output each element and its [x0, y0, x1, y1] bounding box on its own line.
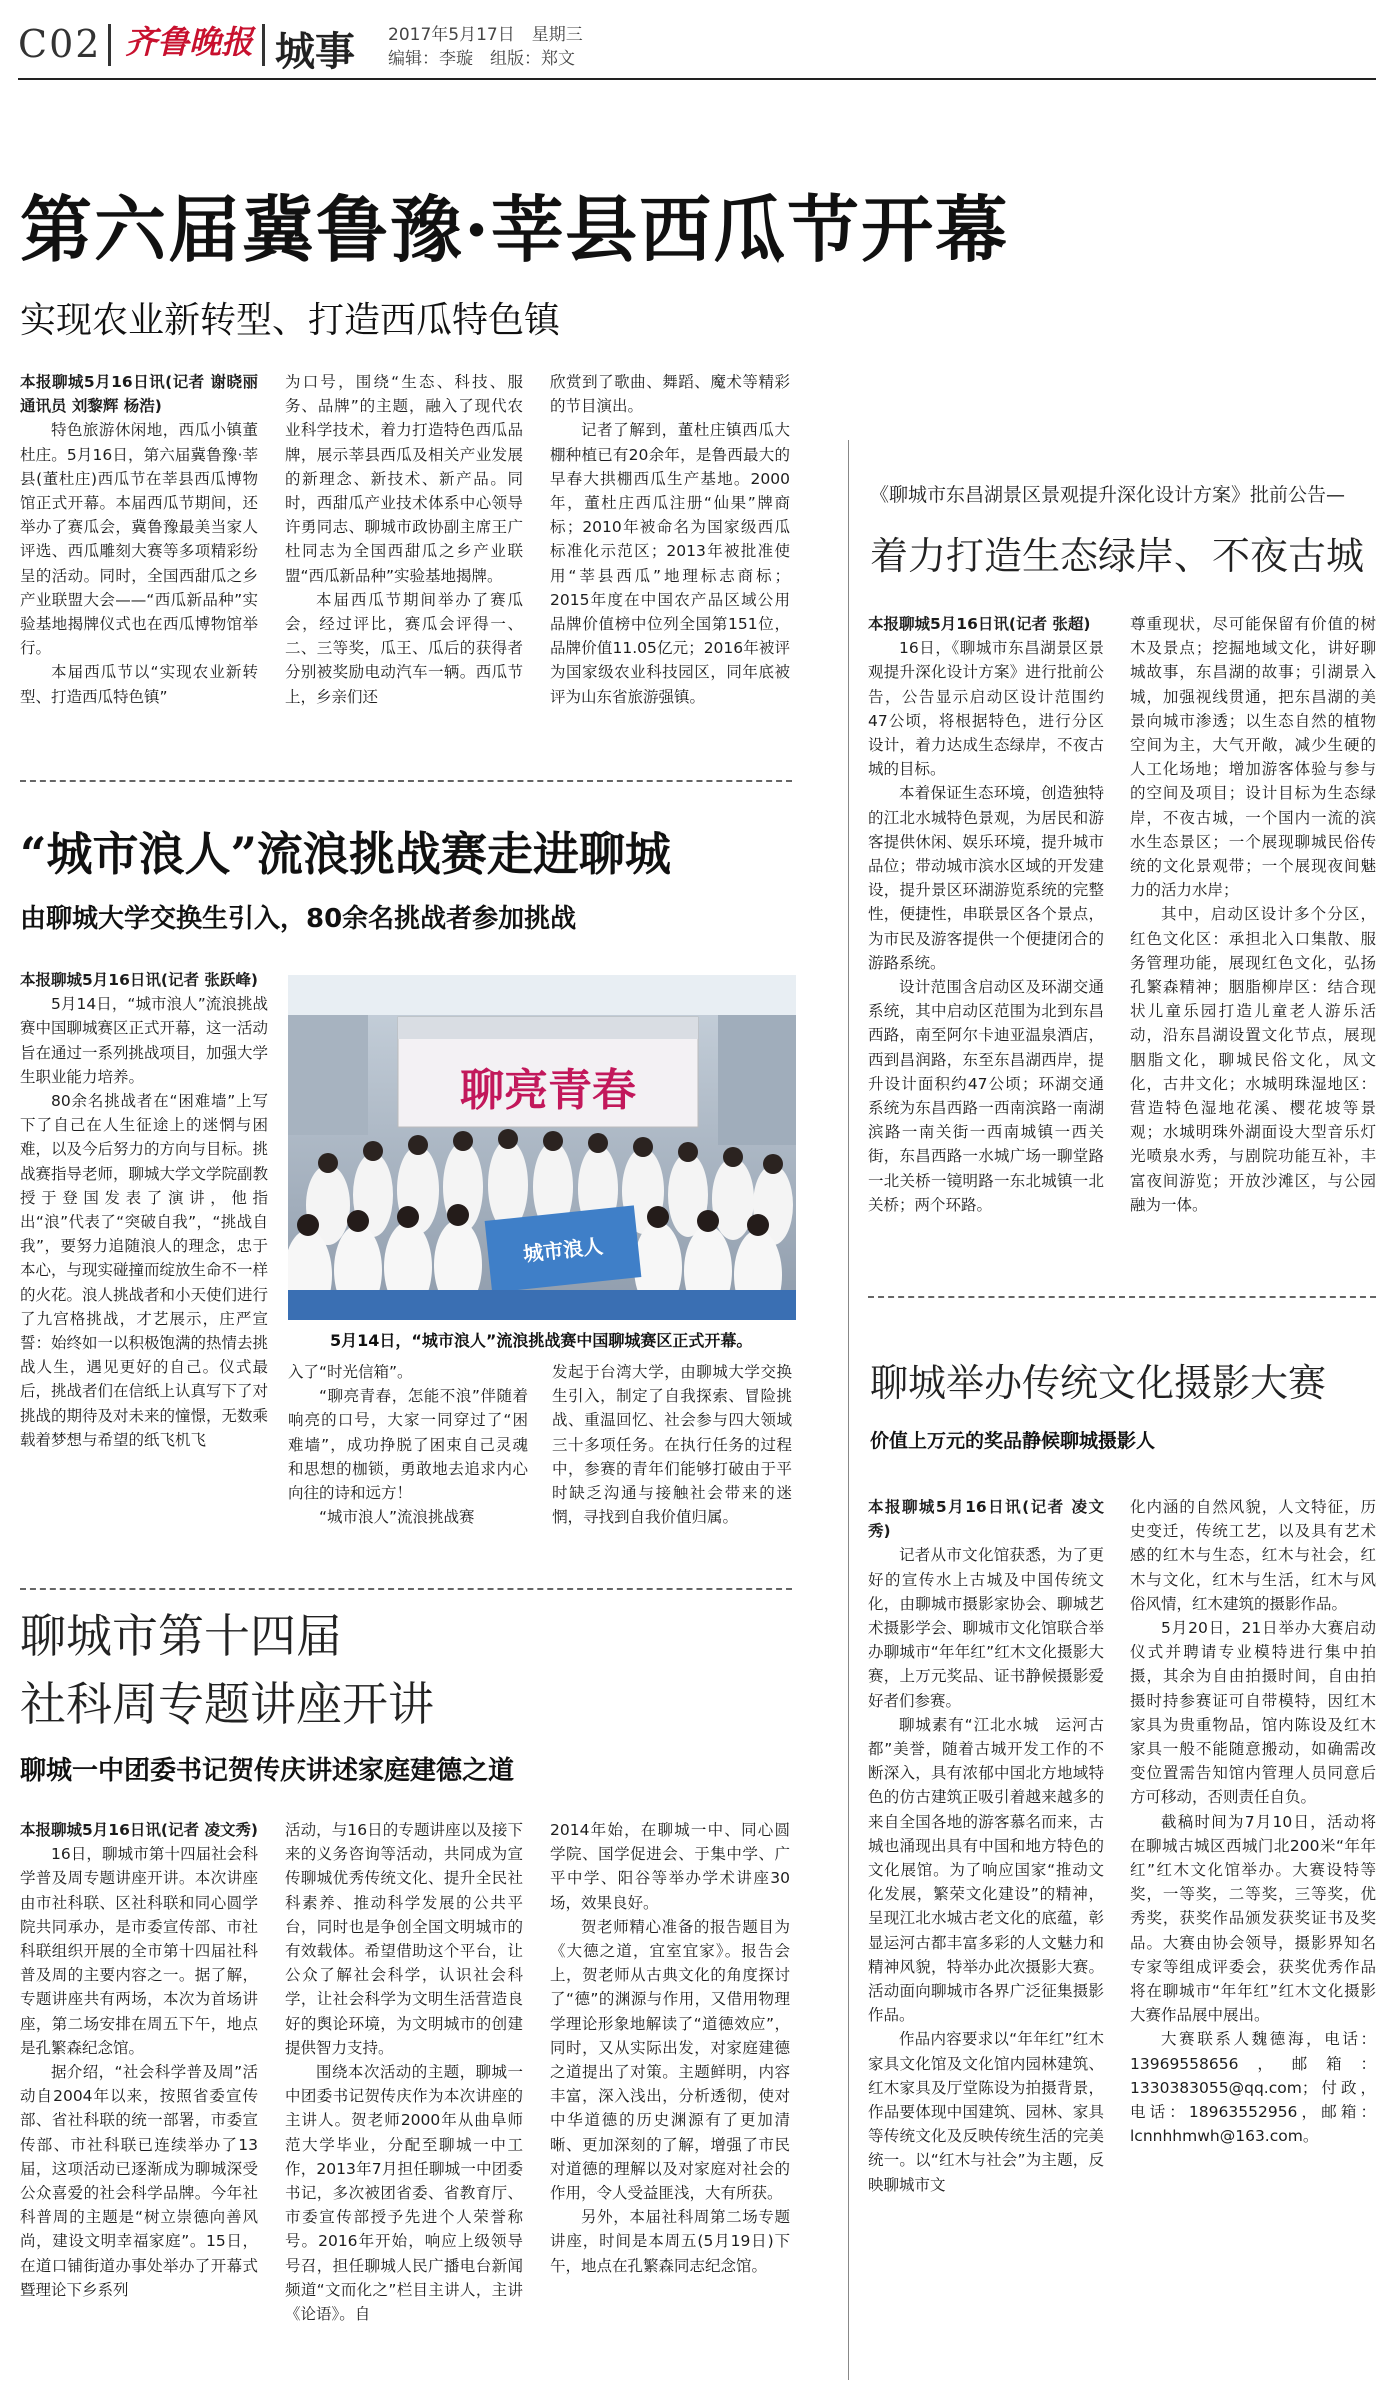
- article4-kicker: 《聊城市东昌湖景区景观提升深化设计方案》批前公告—: [870, 484, 1346, 506]
- article4-column-2: [1130, 612, 1376, 1280]
- paragraph: 2014年始，在聊城一中、同心圆学院、国学促进会、于集中学、广平中学、阳谷等举办学术讲座30场，效果良好。: [550, 1821, 790, 1912]
- paragraph: 作品内容要求以“年年红”红木家具文化馆及文化馆内园林建筑、红木家具及厅堂陈设为拍摄背景，作品要体现中国建筑、园林、家具等传统文化及反映传统生活的完美统一。以“红木与社会”为主题，反映聊城市文: [868, 2030, 1104, 2194]
- article2-byline: 本报聊城5月16日讯(记者 张跃峰): [20, 971, 258, 989]
- article4-headline: 着力打造生态绿岸、不夜古城: [870, 534, 1365, 578]
- article1-column-2: [285, 370, 523, 765]
- paragraph: 为口号，围绕“生态、科技、服务、品牌”的主题，融入了现代农业科学技术，着力打造特色西瓜品牌，展示莘县西瓜及相关产业发展的新理念、新技术、新产品。同时，西甜瓜产业技术体系中心领导许勇同志、聊城市政协副主席王广杜同志为全国西甜瓜之乡产业联盟“西瓜新品种”实验基地揭牌。: [285, 373, 523, 585]
- section-divider: [20, 1588, 792, 1590]
- paragraph: 本届西瓜节以“实现农业新转型、打造西瓜特色镇”: [20, 663, 258, 706]
- article3-column-3: [550, 1818, 790, 2380]
- column-divider: [848, 440, 849, 2380]
- paragraph: 记者从市文化馆获悉，为了更好的宣传水上古城及中国传统文化，由聊城市摄影家协会、聊城艺术摄影学会、聊城市文化馆联合举办聊城市“年年红”红木文化摄影大赛，上万元奖品、证书静候摄影爱好者们参赛。: [868, 1546, 1104, 1710]
- article3-subhead: 聊城一中团委书记贺传庆讲述家庭建德之道: [20, 1756, 515, 1786]
- paragraph: 围绕本次活动的主题，聊城一中团委书记贺传庆作为本次讲座的主讲人。贺老师2000年从曲阜师范大学毕业，分配至聊城一中工作，2013年7月担任聊城一中团委书记，多次被团省委、省教育厅、市委宣传部授予先进个人荣誉称号。2016年开始，响应上级领导号召，担任聊城人民广播电台新闻频道“文而化之”栏目主讲人，主讲《论语》。自: [285, 2063, 523, 2324]
- article5-column-2: [1130, 1495, 1376, 2380]
- article1-subhead: 实现农业新转型、打造西瓜特色镇: [20, 300, 561, 341]
- article5-subhead: 价值上万元的奖品静候聊城摄影人: [870, 1430, 1156, 1452]
- paragraph: 本着保证生态环境，创造独特的江北水城特色景观，为居民和游客提供休闲、娱乐环境，提升城市品位；带动城市滨水区域的开发建设，提升景区环湖游览系统的完整性，便捷性，串联景区各个景点，为市民及游客提供一个便捷闭合的游路系统。: [868, 784, 1104, 972]
- article2-column-1: [20, 968, 268, 1578]
- masthead-divider: [108, 24, 111, 66]
- paragraph: 特色旅游休闲地，西瓜小镇董杜庄。5月16日，第六届冀鲁豫·莘县(董杜庄)西瓜节在莘县西瓜博物馆正式开幕。本届西瓜节期间，还举办了赛瓜会，冀鲁豫最美当家人评选、西瓜雕刻大赛等多项精彩纷呈的活动。同时，全国西甜瓜之乡产业联盟大会——“西瓜新品种”实验基地揭牌仪式也在西瓜博物馆举行。: [20, 421, 258, 658]
- paragraph: 16日，《聊城市东昌湖景区景观提升深化设计方案》进行批前公告，公告显示启动区设计范围约47公顷，将根据特色，进行分区设计，着力达成生态绿岸，不夜古城的目标。: [868, 639, 1104, 779]
- article4-byline: 本报聊城5月16日讯(记者 张超): [868, 615, 1091, 633]
- article3-byline: 本报聊城5月16日讯(记者 凌文秀): [20, 1821, 258, 1839]
- masthead-rule: [18, 78, 1376, 80]
- article2-column-3: [552, 1360, 792, 1575]
- photo-flag-text: 城市浪人: [522, 1233, 605, 1267]
- paragraph: 发起于台湾大学，由聊城大学交换生引入，制定了自我探索、冒险挑战、重温回忆、社会参与四大领域三十多项任务。在执行任务的过程中，参赛的青年们能够打破由于平时缺乏沟通与接触社会带来的迷惘，寻找到自我价值归属。: [552, 1363, 792, 1527]
- article1-column-1: [20, 370, 258, 765]
- paragraph: 16日，聊城市第十四届社会科学普及周专题讲座开讲。本次讲座由市社科联、区社科联和同心圆学院共同承办，是市委宣传部、市社科联组织开展的全市第十四届社科普及周的主要内容之一。据了解，专题讲座共有两场，本次为首场讲座，第二场安排在周五下午，地点是孔繁森纪念馆。: [20, 1845, 258, 2057]
- paragraph: 大赛联系人魏德海，电话：13969558656，邮箱：1330383055@qq.com；付政，电话：18963552956，邮箱：lcnnhhmwh@163.com。: [1130, 2030, 1376, 2146]
- article5-headline: 聊城举办传统文化摄影大赛: [870, 1361, 1327, 1405]
- paragraph: 另外，本届社科周第二场专题讲座，时间是本周五(5月19日)下午，地点在孔繁森同志纪念馆。: [550, 2208, 790, 2275]
- paragraph: 截稿时间为7月10日，活动将在聊城古城区西城门北200米“年年红”红木文化馆举办。大赛设特等奖，一等奖，二等奖，三等奖，优秀奖，获奖作品颁发获奖证书及奖品。大赛由协会领导，摄影界知名专家等组成评委会，获奖优秀作品将在聊城市“年年红”红木文化摄影大赛作品展中展出。: [1130, 1812, 1376, 2025]
- section-title: 城事: [275, 29, 355, 75]
- paragraph: 入了“时光信箱”。: [288, 1363, 413, 1381]
- paper-logo: 齐鲁晚报: [125, 23, 254, 61]
- section-divider: [868, 1296, 1376, 1298]
- event-photo: [288, 975, 796, 1320]
- paragraph: 据介绍，“社会科学普及周”活动自2004年以来，按照省委宣传部、省社科联的统一部署，市委宣传部、市社科联已连续举办了13届，这项活动已逐渐成为聊城深受公众喜爱的社会科学品牌。今年社科普周的主题是“树立崇德向善风尚，建设文明幸福家庭”。15日，在道口铺街道办事处举办了开幕式暨理论下乡系列: [20, 2063, 258, 2299]
- paragraph: 其中，启动区设计多个分区，红色文化区：承担北入口集散、服务管理功能，展现红色文化，弘扬孔繁森精神；胭脂柳岸区：结合现状儿童乐园打造儿童老人游乐活动，沿东昌湖设置文化节点，展现胭脂文化，聊城民俗文化，凤文化，古井文化；水城明珠湿地区：营造特色湿地花溪、樱花坡等景观；水城明珠外湖面设大型音乐灯光喷泉水秀，与剧院功能互补，丰富夜间游览；开放沙滩区，与公园融为一体。: [1130, 905, 1376, 1214]
- paragraph: 记者了解到，董杜庄镇西瓜大棚种植已有20余年，是鲁西最大的早春大拱棚西瓜生产基地。2000年，董杜庄西瓜注册“仙果”牌商标；2010年被命名为国家级西瓜标准化示范区；2013年被批准使用“莘县西瓜”地理标志商标；2015年度在中国农产品区域公用品牌价值榜中位列全国第151位，品牌价值11.05亿元；2016年被评为国家级农业科技园区，同年底被评为山东省旅游强镇。: [550, 421, 790, 706]
- section-divider: [20, 780, 792, 782]
- paragraph: 活动，与16日的专题讲座以及接下来的义务咨询等活动，共同成为宣传聊城优秀传统文化、提升全民社科素养、推动科学发展的公共平台，同时也是争创全国文明城市的有效载体。希望借助这个平台，让公众了解社会科学，认识社会科学，让社会科学为文明生活营造良好的舆论环境，为文明城市的创建提供智力支持。: [285, 1821, 523, 2057]
- event-photo-illustration: [288, 975, 796, 1320]
- article5-byline: 本报聊城5月16日讯(记者 凌文秀): [868, 1498, 1104, 1541]
- article1-column-3: [550, 370, 790, 765]
- paragraph: “城市浪人”流浪挑战赛: [319, 1508, 475, 1527]
- masthead-divider: [262, 24, 265, 66]
- article3-column-1: [20, 1818, 258, 2380]
- paragraph: 80余名挑战者在“困难墙”上写下了自己在人生征途上的迷惘与困难，以及今后努力的方向与目标。挑战赛指导老师，聊城大学文学院副教授于登国发表了演讲，他指出“浪”代表了“突破自我”，“挑战自我”，要努力追随浪人的理念，忠于本心，与现实碰撞而绽放生命不一样的火花。浪人挑战者和小天使们进行了九宫格挑战，才艺展示，庄严宣誓：始终如一以积极饱满的热情去挑战人生，遇见更好的自己。仪式最后，挑战者们在信纸上认真写下了对挑战的期待及对未来的憧憬，无数乘载着梦想与希望的纸飞机飞: [20, 1092, 268, 1449]
- paragraph: 贺老师精心准备的报告题目为《大德之道，宜室宜家》。报告会上，贺老师从古典文化的角度探讨了“德”的渊源与作用，又借用物理学理论形象地解读了“道德效应”，同时，又从实际出发，对家庭建德之道提出了对策。主题鲜明，内容丰富，深入浅出，分析透彻，使对中华道德的历史渊源有了更加清晰、更加深刻的了解，增强了市民对道德的理解以及对家庭对社会的作用，令人受益匪浅，大有所获。: [550, 1917, 790, 2203]
- article3-column-2: [285, 1818, 523, 2380]
- article3-headline-line1: 聊城市第十四届: [20, 1609, 342, 1663]
- paragraph: 5月14日，“城市浪人”流浪挑战赛中国聊城赛区正式开幕，这一活动旨在通过一系列挑战项目，加强大学生职业能力培养。: [20, 995, 268, 1086]
- editor-credits: 编辑：李璇 组版：郑文: [388, 49, 575, 69]
- article3-headline-line2: 社科周专题讲座开讲: [20, 1677, 434, 1731]
- article2-headline: “城市浪人”流浪挑战赛走进聊城: [20, 827, 671, 881]
- paragraph: 设计范围含启动区及环湖交通系统，其中启动区范围为北到东昌西路，南至阿尔卡迪亚温泉酒店，西到昌润路，东至东昌湖西岸，提升设计面积约47公顷；环湖交通系统为东昌西路一西南滨路一南湖滨路一南关街一西南城镇一西关街，东昌西路一水城广场一聊堂路一北关桥一镜明路一东北城镇一北关桥；两个环路。: [868, 978, 1104, 1214]
- paragraph: 5月20日，21日举办大赛启动仪式并聘请专业模特进行集中拍摄，其余为自由拍摄时间，自由拍摄时持参赛证可自带模特，因红木家具为贵重物品，馆内陈设及红木家具一般不能随意搬动，如确需改变位置需告知馆内管理人员同意后方可移动，否则责任自负。: [1130, 1619, 1376, 1807]
- paragraph: 本届西瓜节期间举办了赛瓜会，经过评比，赛瓜会评得一、二、三等奖，瓜王、瓜后的获得者分别被奖励电动汽车一辆。西瓜节上，乡亲们还: [285, 590, 523, 706]
- paragraph: 聊城素有“江北水城 运河古都”美誉，随着古城开发工作的不断深入，具有浓郁中国北方地域特色的仿古建筑正吸引着越来越多的来自全国各地的游客慕名而来，古城也涌现出具有中国和地方特色的文化展馆。为了响应国家“推动文化发展，繁荣文化建设”的精神，呈现江北水城古老文化的底蕴，彰显运河古都丰富多彩的人文魅力和精神风貌，特举办此次摄影大赛。活动面向聊城市各界广泛征集摄影作品。: [868, 1715, 1104, 2025]
- article1-byline: 本报聊城5月16日讯(记者 谢晓丽 通讯员 刘黎辉 杨浩): [20, 373, 258, 416]
- article2-column-2: [288, 1360, 528, 1575]
- photo-caption: 5月14日，“城市浪人”流浪挑战赛中国聊城赛区正式开幕。: [330, 1331, 753, 1350]
- article5-column-1: [868, 1495, 1104, 2380]
- paragraph: 化内涵的自然风貌，人文特征，历史变迁，传统工艺，以及具有艺术感的红木与生态，红木与社会，红木与文化，红木与生活，红木与风俗风情，红木建筑的摄影作品。: [1130, 1498, 1376, 1613]
- paragraph: “聊亮青春，怎能不浪”伴随着响亮的口号，大家一同穿过了“困难墙”，成功挣脱了困束自己灵魂和思想的枷锁，勇敢地去追求内心向往的诗和远方！: [288, 1387, 528, 1503]
- paragraph: 欣赏到了歌曲、舞蹈、魔术等精彩的节目演出。: [550, 373, 790, 416]
- article2-subhead: 由聊城大学交换生引入，80余名挑战者参加挑战: [20, 904, 577, 934]
- paragraph: 尊重现状，尽可能保留有价值的树木及景点；挖掘地域文化，讲好聊城故事，东昌湖的故事；引湖景入城，加强视线贯通，把东昌湖的美景向城市渗透；以生态自然的植物空间为主，大气开敞，减少生硬的人工化场地；增加游客体验与参与的空间及项目；设计目标为生态绿岸，不夜古城，一个国内一流的滨水生态景区；一个展现聊城民俗传统的文化景观带；一个展现夜间魅力的活力水岸；: [1130, 615, 1376, 900]
- page-number: C02: [18, 22, 102, 66]
- issue-date: 2017年5月17日 星期三: [388, 25, 583, 45]
- article4-column-1: [868, 612, 1104, 1280]
- article1-headline: 第六届冀鲁豫·莘县西瓜节开幕: [20, 187, 1010, 272]
- photo-banner-text: 聊亮青春: [460, 1065, 636, 1116]
